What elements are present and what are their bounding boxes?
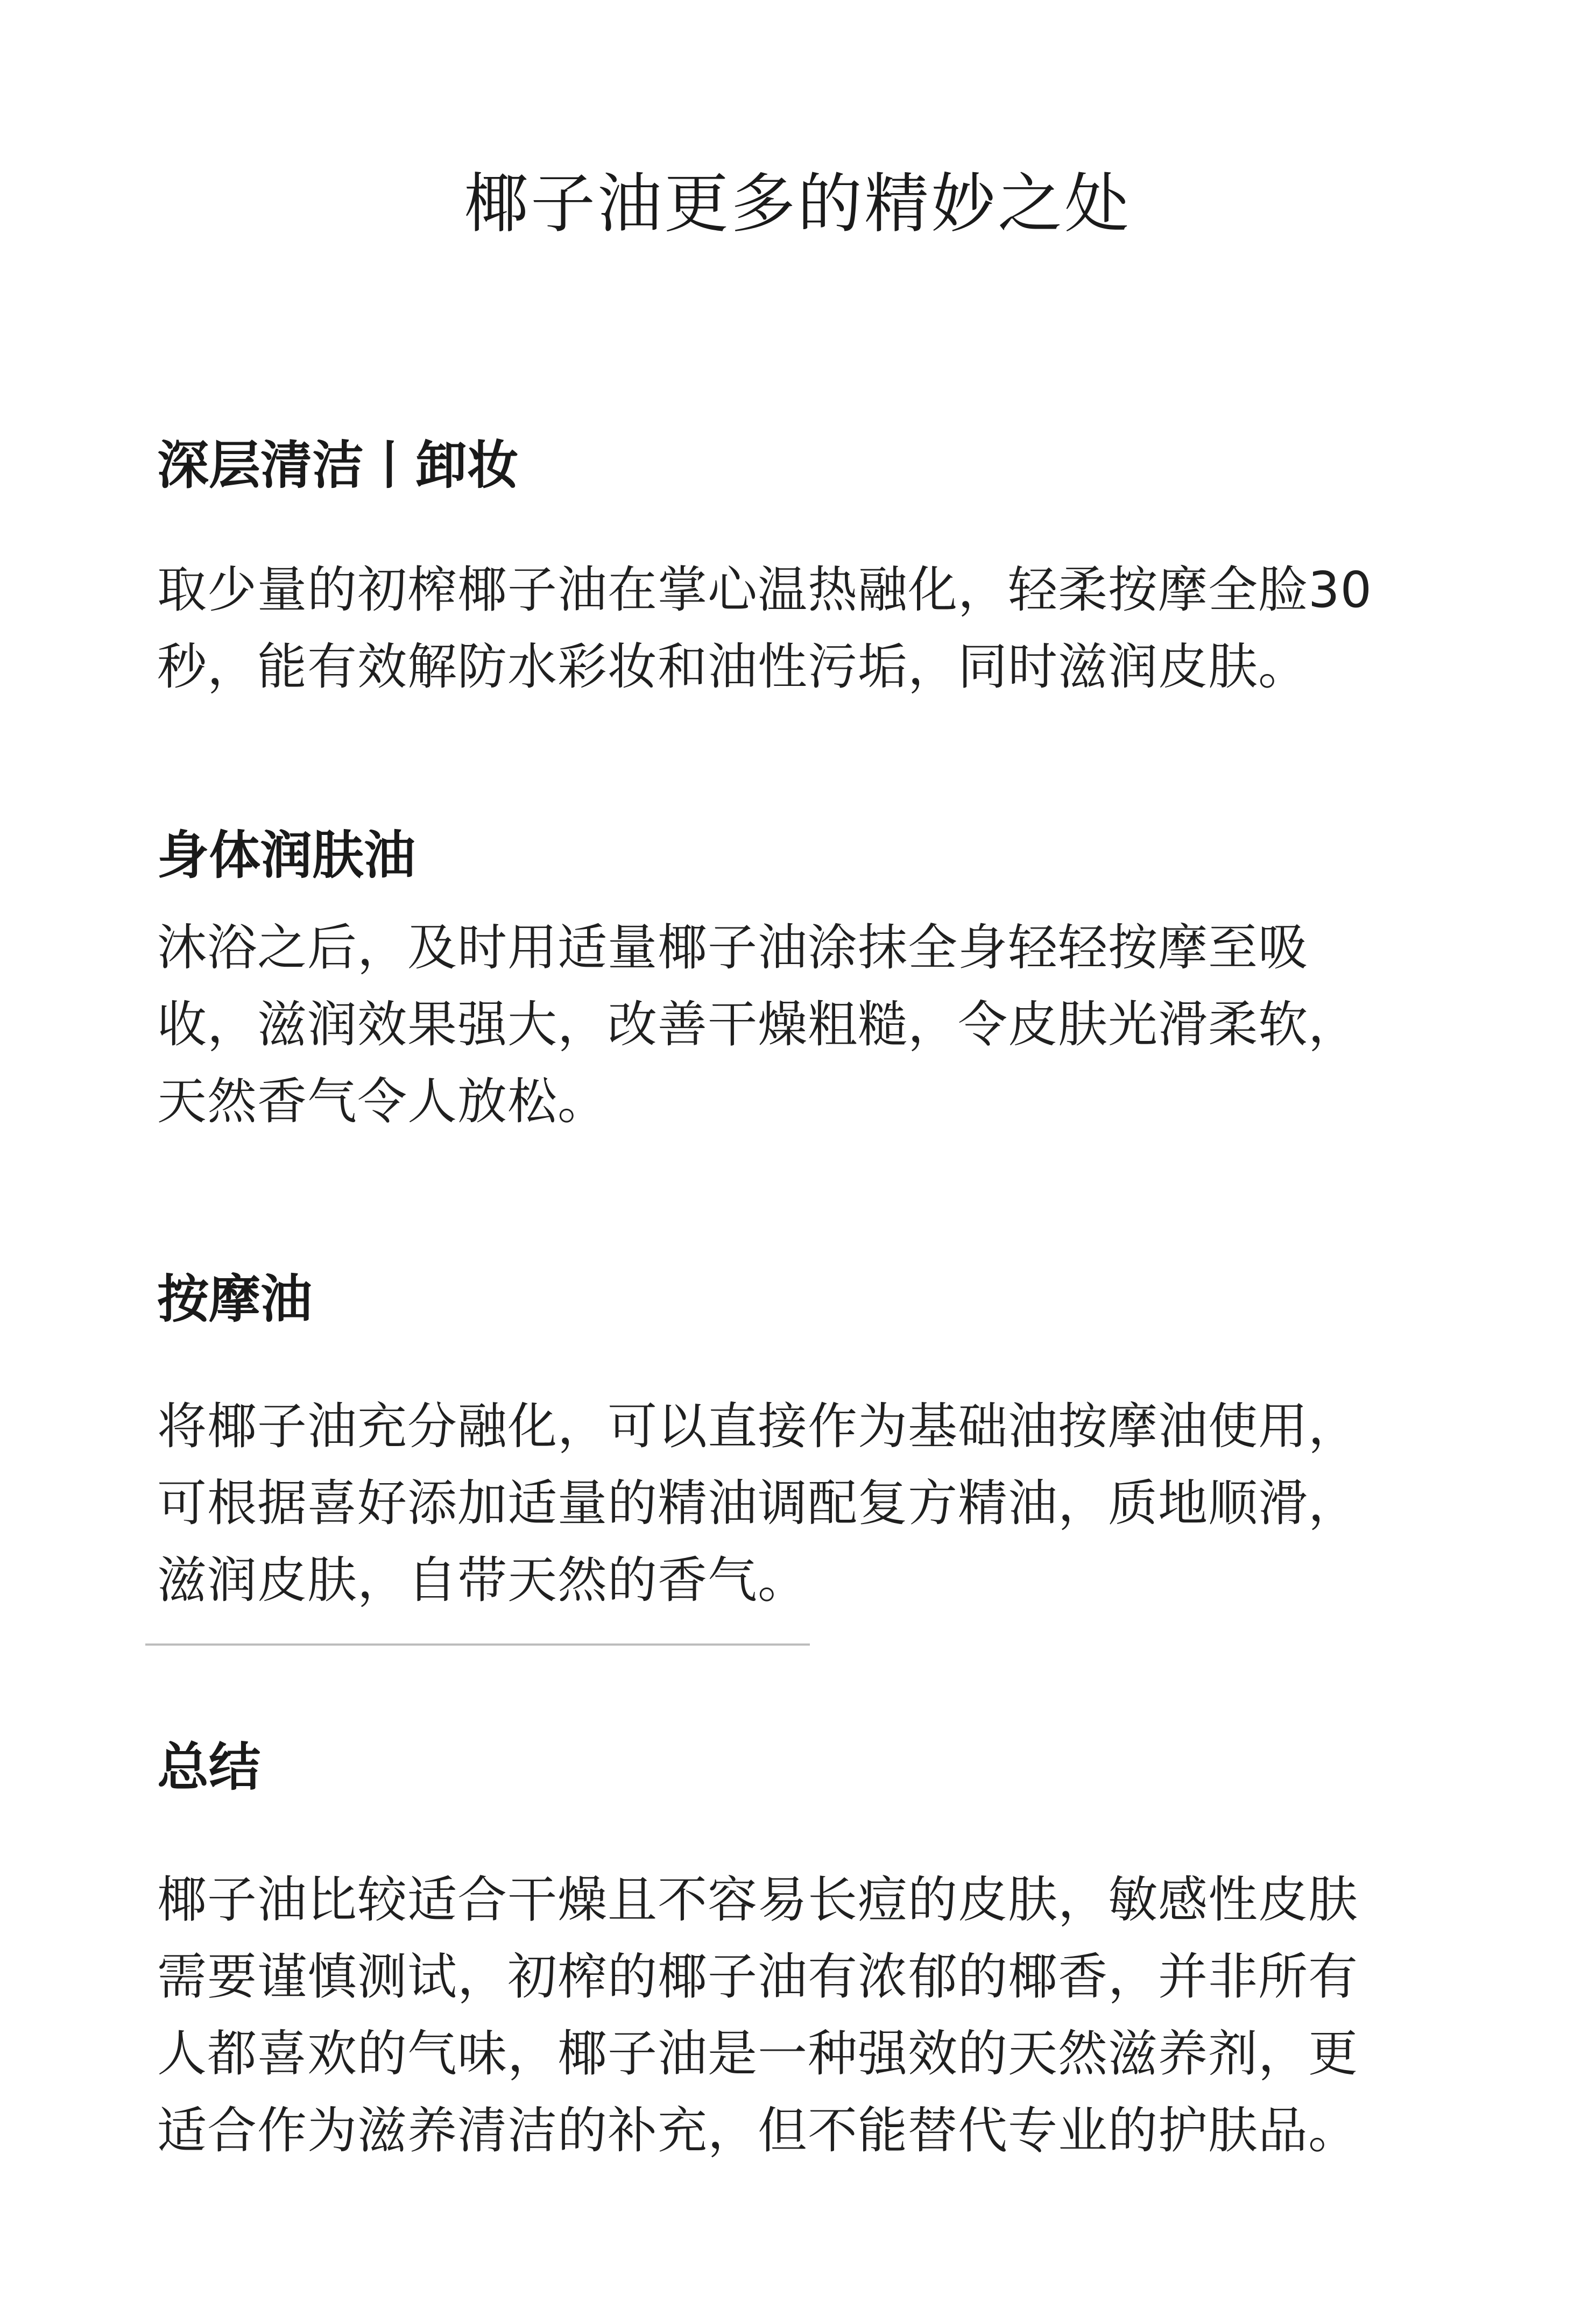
body-line: 取少量的初榨椰子油在掌心温热融化，轻柔按摩全脸30	[157, 561, 1373, 619]
section-body-massage-oil	[157, 1388, 1358, 1619]
body-line: 沐浴之后，及时用适量椰子油涂抹全身轻轻按摩至吸	[157, 919, 1309, 976]
body-line: 将椰子油充分融化，可以直接作为基础油按摩油使用，	[157, 1398, 1359, 1455]
body-line: 椰子油比较适合干燥且不容易长痘的皮肤，敏感性皮肤	[157, 1871, 1359, 1929]
body-line: 收，滋润效果强大，改善干燥粗糙，令皮肤光滑柔软，	[157, 996, 1359, 1053]
section-heading-summary: 总结	[157, 1737, 260, 1797]
section-body-cleansing	[157, 551, 1372, 705]
body-line: 天然香气令人放松。	[157, 1073, 608, 1130]
body-line: 需要谨慎测试，初榨的椰子油有浓郁的椰香，并非所有	[157, 1948, 1359, 2006]
section-body-body-oil	[157, 909, 1358, 1140]
section-divider	[145, 1643, 810, 1646]
section-body-summary	[157, 1861, 1358, 2169]
body-line: 适合作为滋养清洁的补充，但不能替代专业的护肤品。	[157, 2102, 1359, 2159]
section-heading-cleansing: 深层清洁丨卸妆	[157, 435, 519, 495]
body-line: 可根据喜好添加适量的精油调配复方精油，质地顺滑，	[157, 1475, 1359, 1532]
section-heading-massage-oil: 按摩油	[157, 1269, 312, 1329]
section-heading-body-oil: 身体润肤油	[157, 825, 415, 885]
body-line: 人都喜欢的气味，椰子油是一种强效的天然滋养剂，更	[157, 2025, 1359, 2082]
page-title: 椰子油更多的精妙之处	[464, 167, 1131, 242]
body-line: 滋润皮肤，自带天然的香气。	[157, 1551, 808, 1609]
body-line: 秒，能有效解防水彩妆和油性污垢，同时滋润皮肤。	[157, 638, 1309, 696]
